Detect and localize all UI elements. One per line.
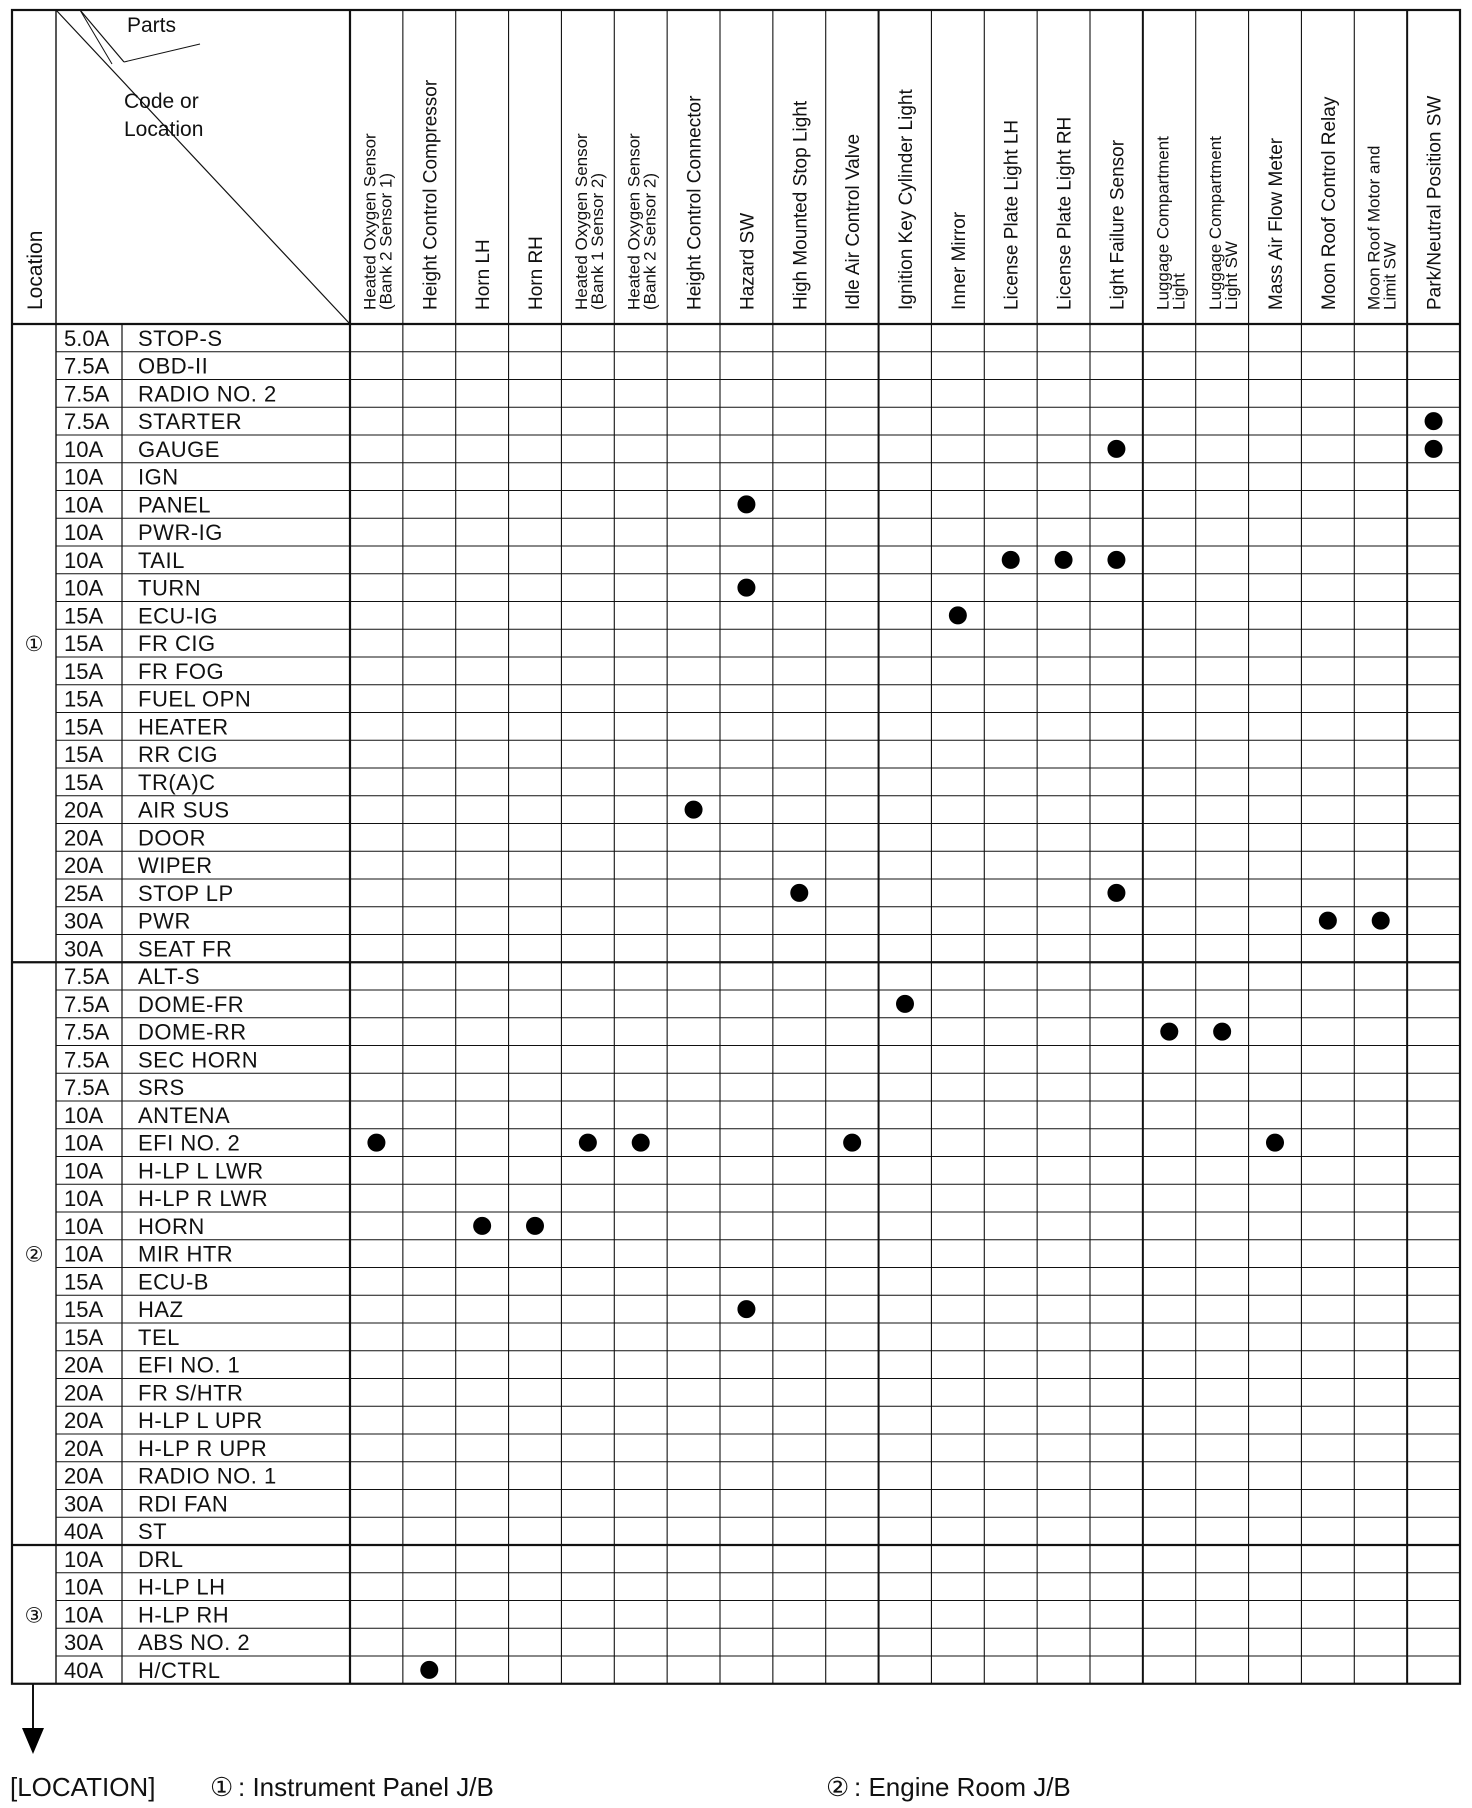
fuse-amperage: 15A bbox=[64, 631, 104, 656]
fuse-code: H-LP L LWR bbox=[138, 1158, 264, 1184]
part-header-18: Moon Roof Control Relay bbox=[1318, 96, 1340, 310]
part-header-0: (Bank 2 Sensor 1) bbox=[376, 172, 396, 310]
location-legend-label: [LOCATION] bbox=[10, 1772, 156, 1802]
fuse-code: H-LP R LWR bbox=[138, 1186, 269, 1211]
connection-dot bbox=[1372, 912, 1390, 930]
fuse-code: DOME-FR bbox=[138, 991, 245, 1017]
fuse-code: HORN bbox=[138, 1213, 205, 1239]
connection-dot bbox=[1266, 1134, 1284, 1152]
fuse-amperage: 20A bbox=[64, 1352, 104, 1378]
fuse-amperage: 10A bbox=[64, 520, 104, 545]
code-label-line2: Location bbox=[124, 118, 204, 141]
connection-dot bbox=[473, 1217, 491, 1235]
legend-mark-1: ① bbox=[210, 1772, 234, 1802]
fuse-amperage: 10A bbox=[64, 1574, 104, 1600]
part-header-3: Horn RH bbox=[526, 236, 547, 310]
fuse-amperage: 20A bbox=[64, 825, 104, 851]
fuse-code: HAZ bbox=[138, 1297, 184, 1322]
fuse-amperage: 15A bbox=[64, 742, 104, 767]
fuse-amperage: 20A bbox=[64, 797, 104, 823]
fuse-amperage: 7.5A bbox=[64, 353, 110, 379]
connection-dot bbox=[632, 1134, 650, 1152]
connection-dot bbox=[843, 1134, 861, 1152]
connection-dot bbox=[579, 1134, 597, 1152]
fuse-amperage: 20A bbox=[64, 853, 104, 878]
legend-text-1: : Instrument Panel J/B bbox=[238, 1772, 494, 1802]
fuse-amperage: 10A bbox=[64, 436, 104, 462]
fuse-amperage: 10A bbox=[64, 492, 104, 518]
part-header-20: Park/Neutral Position SW bbox=[1424, 95, 1446, 310]
fuse-code: WIPER bbox=[138, 853, 213, 878]
fuse-amperage: 20A bbox=[64, 1408, 104, 1433]
fuse-code: STARTER bbox=[138, 409, 243, 434]
part-header-5: (Bank 2 Sensor 2) bbox=[640, 172, 660, 310]
header-diagonal bbox=[56, 10, 350, 324]
parts-label: Parts bbox=[127, 14, 177, 37]
connection-dot bbox=[1213, 1023, 1231, 1041]
fuse-code: RDI FAN bbox=[138, 1491, 229, 1517]
fuse-amperage: 25A bbox=[64, 880, 104, 906]
connection-dot bbox=[367, 1134, 385, 1152]
fuse-amperage: 20A bbox=[64, 1380, 104, 1406]
fuse-code: GAUGE bbox=[138, 436, 220, 462]
connection-dot bbox=[1425, 440, 1443, 458]
connection-dot bbox=[1425, 412, 1443, 430]
location-mark: ③ bbox=[24, 1604, 44, 1628]
connection-dot bbox=[737, 1300, 755, 1318]
part-header-13: License Plate Light RH bbox=[1054, 116, 1076, 310]
fuse-amperage: 30A bbox=[64, 1630, 104, 1655]
connection-dot bbox=[790, 884, 808, 902]
part-header-16: Luggage Compartment bbox=[1206, 136, 1226, 310]
part-header-9: Idle Air Control Valve bbox=[843, 133, 865, 310]
fuse-amperage: 10A bbox=[64, 464, 104, 490]
fuse-amperage: 10A bbox=[64, 1186, 104, 1211]
fuse-amperage: 40A bbox=[64, 1657, 104, 1683]
fuse-amperage: 10A bbox=[64, 1213, 104, 1239]
fuse-code: ALT-S bbox=[138, 964, 201, 989]
fuse-amperage: 15A bbox=[64, 714, 104, 740]
fuse-amperage: 7.5A bbox=[64, 1019, 110, 1045]
fuse-amperage: 10A bbox=[64, 1546, 104, 1572]
fuse-amperage: 7.5A bbox=[64, 991, 110, 1017]
fuse-amperage: 15A bbox=[64, 769, 104, 795]
fuse-code: ECU-B bbox=[138, 1269, 209, 1295]
connection-dot bbox=[1002, 551, 1020, 569]
fuse-amperage: 30A bbox=[64, 908, 104, 934]
part-header-19: Limit SW bbox=[1380, 242, 1400, 310]
header-diagonal bbox=[80, 10, 124, 62]
part-header-12: License Plate Light LH bbox=[1001, 119, 1023, 310]
fuse-amperage: 10A bbox=[64, 1130, 104, 1156]
header-diagonal bbox=[80, 10, 112, 64]
part-header-19: Moon Roof Motor and bbox=[1364, 145, 1384, 310]
fuse-amperage: 10A bbox=[64, 1158, 104, 1184]
fuse-code: H-LP R UPR bbox=[138, 1435, 268, 1461]
connection-dot bbox=[1107, 551, 1125, 569]
connection-dot bbox=[1055, 551, 1073, 569]
fuse-code: IGN bbox=[138, 464, 179, 490]
fuse-code: DOOR bbox=[138, 825, 206, 851]
connection-dot bbox=[526, 1217, 544, 1235]
fuse-code: ANTENA bbox=[138, 1102, 231, 1128]
fuse-amperage: 7.5A bbox=[64, 409, 110, 434]
fuse-code: H/CTRL bbox=[138, 1657, 221, 1683]
fuse-code: MIR HTR bbox=[138, 1241, 234, 1267]
fuse-code: FR CIG bbox=[138, 631, 216, 656]
fuse-code: SEC HORN bbox=[138, 1047, 259, 1073]
fuse-code: RADIO NO. 2 bbox=[138, 381, 277, 407]
fuse-code: PANEL bbox=[138, 492, 212, 518]
part-header-17: Mass Air Flow Meter bbox=[1266, 137, 1287, 310]
fuse-amperage: 10A bbox=[64, 1102, 104, 1128]
fuse-amperage: 5.0A bbox=[64, 325, 110, 351]
fuse-amperage: 7.5A bbox=[64, 964, 110, 989]
connection-dot bbox=[896, 995, 914, 1013]
part-header-6: Height Control Connector bbox=[684, 95, 706, 310]
fuse-amperage: 10A bbox=[64, 575, 104, 601]
fuse-code: STOP-S bbox=[138, 325, 223, 351]
connection-dot bbox=[1319, 912, 1337, 930]
location-label: Location bbox=[24, 230, 47, 310]
part-header-1: Height Control Compressor bbox=[420, 79, 442, 310]
fuse-code: RR CIG bbox=[138, 742, 218, 767]
part-header-4: (Bank 1 Sensor 2) bbox=[587, 172, 607, 310]
fuse-code: PWR-IG bbox=[138, 520, 223, 545]
fuse-code: TURN bbox=[138, 575, 202, 601]
fuse-code: EFI NO. 1 bbox=[138, 1352, 241, 1378]
fuse-amperage: 10A bbox=[64, 1602, 104, 1628]
fuse-code: TR(A)C bbox=[138, 769, 216, 795]
legend-mark-2: ② bbox=[826, 1772, 850, 1802]
fuse-amperage: 20A bbox=[64, 1435, 104, 1461]
code-label-line1: Code or bbox=[124, 90, 199, 113]
fuse-code: H-LP LH bbox=[138, 1574, 226, 1600]
location-mark: ② bbox=[24, 1243, 44, 1267]
fuse-code: RADIO NO. 1 bbox=[138, 1463, 277, 1489]
arrow-down-icon bbox=[22, 1728, 44, 1754]
connection-dot bbox=[1160, 1023, 1178, 1041]
fuse-amperage: 7.5A bbox=[64, 1075, 110, 1100]
part-header-16: Light SW bbox=[1222, 241, 1242, 310]
fuse-code: STOP LP bbox=[138, 880, 234, 906]
connection-dot bbox=[737, 495, 755, 513]
part-header-4: Heated Oxygen Sensor bbox=[571, 133, 591, 310]
connection-dot bbox=[949, 606, 967, 624]
connection-dot bbox=[685, 801, 703, 819]
header-diagonal bbox=[124, 44, 200, 62]
part-header-11: Inner Mirror bbox=[948, 211, 970, 310]
fuse-code: OBD-II bbox=[138, 353, 209, 379]
fuse-amperage: 15A bbox=[64, 1297, 104, 1322]
fuse-code: EFI NO. 2 bbox=[138, 1130, 241, 1156]
part-header-2: Horn LH bbox=[473, 239, 495, 310]
fuse-code: FR FOG bbox=[138, 658, 225, 684]
fuse-amperage: 30A bbox=[64, 1491, 104, 1517]
fuse-code: AIR SUS bbox=[138, 797, 230, 823]
fuse-amperage: 15A bbox=[64, 1324, 104, 1350]
fuse-amperage: 15A bbox=[64, 1269, 104, 1295]
part-header-0: Heated Oxygen Sensor bbox=[360, 133, 380, 310]
connection-dot bbox=[420, 1661, 438, 1679]
connection-dot bbox=[1107, 884, 1125, 902]
fuse-amperage: 10A bbox=[64, 1241, 104, 1267]
fuse-code: SRS bbox=[138, 1075, 185, 1100]
fuse-code: TEL bbox=[138, 1324, 180, 1350]
fuse-code: H-LP L UPR bbox=[138, 1408, 263, 1433]
part-header-8: High Mounted Stop Light bbox=[790, 100, 812, 310]
fuse-amperage: 30A bbox=[64, 936, 104, 962]
part-header-15: Luggage Compartment bbox=[1153, 136, 1173, 310]
fuse-amperage: 10A bbox=[64, 547, 104, 573]
fuse-code: FR S/HTR bbox=[138, 1380, 244, 1406]
fuse-amperage: 40A bbox=[64, 1519, 104, 1544]
fuse-amperage: 7.5A bbox=[64, 381, 110, 407]
fuse-code: SEAT FR bbox=[138, 936, 233, 962]
fuse-code: H-LP RH bbox=[138, 1602, 230, 1628]
connection-dot bbox=[1107, 440, 1125, 458]
part-header-14: Light Failure Sensor bbox=[1107, 139, 1129, 310]
fuse-amperage: 20A bbox=[64, 1463, 104, 1489]
legend-text-2: : Engine Room J/B bbox=[854, 1772, 1071, 1802]
fuse-code: ABS NO. 2 bbox=[138, 1630, 251, 1655]
fuse-amperage: 15A bbox=[64, 603, 104, 629]
part-header-7: Hazard SW bbox=[737, 212, 759, 310]
fuse-code: FUEL OPN bbox=[138, 686, 252, 712]
location-mark: ① bbox=[24, 633, 44, 657]
fuse-amperage: 7.5A bbox=[64, 1047, 110, 1073]
fuse-amperage: 15A bbox=[64, 658, 104, 684]
fuse-code: TAIL bbox=[138, 547, 185, 573]
fuse-code: HEATER bbox=[138, 714, 229, 740]
fuse-code: ST bbox=[138, 1519, 168, 1544]
part-header-5: Heated Oxygen Sensor bbox=[624, 133, 644, 310]
part-header-15: Light bbox=[1169, 273, 1189, 310]
fuse-code: ECU-IG bbox=[138, 603, 218, 629]
fuse-code: DRL bbox=[138, 1546, 184, 1572]
fuse-code: PWR bbox=[138, 908, 191, 934]
fuse-code: DOME-RR bbox=[138, 1019, 247, 1045]
part-header-10: Ignition Key Cylinder Light bbox=[896, 89, 917, 310]
connection-dot bbox=[737, 579, 755, 597]
fuse-amperage: 15A bbox=[64, 686, 104, 712]
